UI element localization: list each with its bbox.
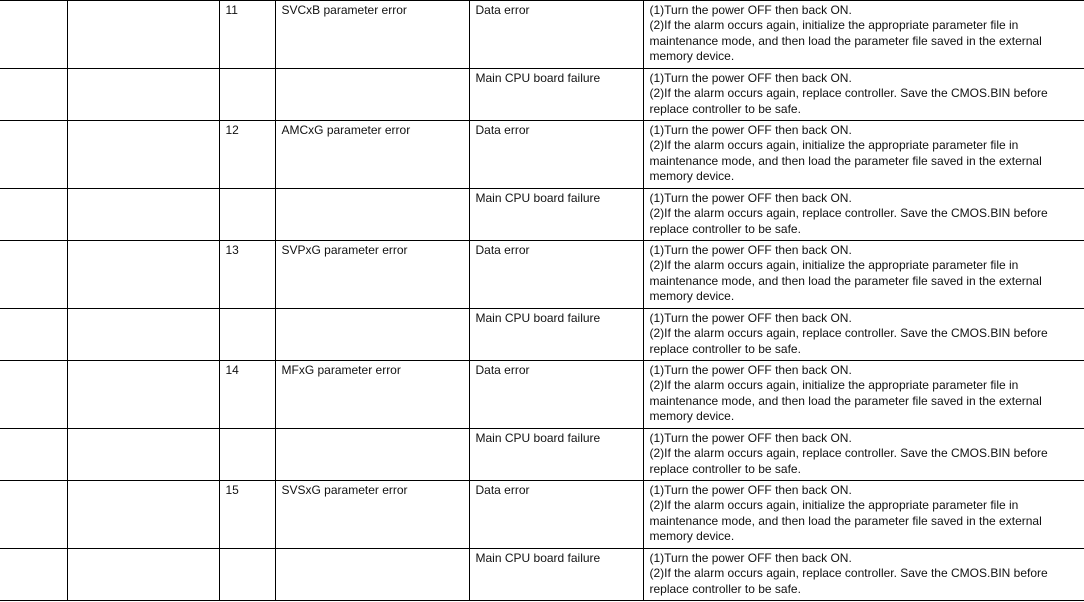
category-cell <box>0 309 67 361</box>
cause-cell: Main CPU board failure <box>469 69 643 121</box>
remedy-line: replace controller to be safe. <box>649 581 801 596</box>
remedy-cell <box>643 189 1084 241</box>
category-cell <box>0 189 67 241</box>
remedy-line: replace controller to be safe. <box>649 341 801 356</box>
remedy-line: (2)If the alarm occurs again, initialize the appropriate parameter file in <box>649 378 1019 393</box>
alarm-name-cell: AMCxG parameter error <box>275 121 469 189</box>
remedy-cell <box>643 549 1084 601</box>
alarm-name-cell: SVPxG parameter error <box>275 241 469 309</box>
subcategory-cell <box>67 549 219 601</box>
alarm-number-cell: 14 <box>219 361 275 429</box>
remedy-line: (1)Turn the power OFF then back ON. <box>649 483 852 497</box>
alarm-name-cell: MFxG parameter error <box>275 361 469 429</box>
alarm-number-cell <box>219 429 275 481</box>
remedy-line: (1)Turn the power OFF then back ON. <box>649 311 852 325</box>
category-cell <box>0 429 67 481</box>
remedy-line: (1)Turn the power OFF then back ON. <box>649 551 852 565</box>
remedy-line: replace controller to be safe. <box>649 221 801 236</box>
subcategory-cell <box>67 189 219 241</box>
table-row <box>0 121 1084 189</box>
subcategory-cell <box>67 121 219 189</box>
alarm-number-cell: 13 <box>219 241 275 309</box>
remedy-line: maintenance mode, and then load the parameter file saved in the external <box>649 393 1042 408</box>
category-cell <box>0 549 67 601</box>
remedy-line: (2)If the alarm occurs again, replace controller. Save the CMOS.BIN before <box>649 566 1048 581</box>
remedy-line: (2)If the alarm occurs again, initialize the appropriate parameter file in <box>649 258 1019 273</box>
table-row <box>0 309 1084 361</box>
remedy-line: (2)If the alarm occurs again, replace controller. Save the CMOS.BIN before <box>649 86 1048 101</box>
category-cell <box>0 241 67 309</box>
cause-cell: Main CPU board failure <box>469 309 643 361</box>
remedy-line: maintenance mode, and then load the parameter file saved in the external <box>649 33 1042 48</box>
alarm-number-cell: 12 <box>219 121 275 189</box>
table-row <box>0 549 1084 601</box>
alarm-name-cell <box>275 429 469 481</box>
table-row <box>0 189 1084 241</box>
cause-cell: Data error <box>469 481 643 549</box>
remedy-line: memory device. <box>649 289 735 304</box>
alarm-name-cell <box>275 309 469 361</box>
remedy-line: replace controller to be safe. <box>649 461 801 476</box>
subcategory-cell <box>67 69 219 121</box>
table-row <box>0 241 1084 309</box>
remedy-line: memory device. <box>649 409 735 424</box>
remedy-cell <box>643 121 1084 189</box>
alarm-number-cell <box>219 189 275 241</box>
table-row <box>0 361 1084 429</box>
remedy-line: (2)If the alarm occurs again, initialize the appropriate parameter file in <box>649 138 1019 153</box>
cause-cell: Data error <box>469 241 643 309</box>
category-cell <box>0 69 67 121</box>
alarm-number-cell <box>219 549 275 601</box>
remedy-line: (2)If the alarm occurs again, replace controller. Save the CMOS.BIN before <box>649 326 1048 341</box>
remedy-line: (1)Turn the power OFF then back ON. <box>649 191 852 205</box>
remedy-line: (2)If the alarm occurs again, replace controller. Save the CMOS.BIN before <box>649 206 1048 221</box>
remedy-cell <box>643 69 1084 121</box>
subcategory-cell <box>67 429 219 481</box>
remedy-line: memory device. <box>649 49 735 64</box>
remedy-cell <box>643 361 1084 429</box>
remedy-line: (1)Turn the power OFF then back ON. <box>649 3 852 17</box>
alarm-number-cell: 15 <box>219 481 275 549</box>
remedy-line: (2)If the alarm occurs again, initialize the appropriate parameter file in <box>649 18 1019 33</box>
subcategory-cell <box>67 361 219 429</box>
cause-cell: Data error <box>469 1 643 69</box>
table-row <box>0 1 1084 69</box>
cause-cell: Data error <box>469 361 643 429</box>
table-row <box>0 429 1084 481</box>
subcategory-cell <box>67 1 219 69</box>
remedy-line: maintenance mode, and then load the parameter file saved in the external <box>649 273 1042 288</box>
alarm-number-cell: 11 <box>219 1 275 69</box>
remedy-line: replace controller to be safe. <box>649 101 801 116</box>
category-cell <box>0 481 67 549</box>
alarm-number-cell <box>219 69 275 121</box>
remedy-cell <box>643 309 1084 361</box>
alarm-name-cell <box>275 549 469 601</box>
remedy-line: (2)If the alarm occurs again, initialize the appropriate parameter file in <box>649 498 1019 513</box>
category-cell <box>0 1 67 69</box>
table-row <box>0 69 1084 121</box>
remedy-line: memory device. <box>649 169 735 184</box>
cause-cell: Data error <box>469 121 643 189</box>
alarm-name-cell <box>275 69 469 121</box>
cause-cell: Main CPU board failure <box>469 189 643 241</box>
subcategory-cell <box>67 309 219 361</box>
subcategory-cell <box>67 481 219 549</box>
subcategory-cell <box>67 241 219 309</box>
remedy-cell <box>643 429 1084 481</box>
cause-cell: Main CPU board failure <box>469 549 643 601</box>
table-row <box>0 481 1084 549</box>
remedy-line: memory device. <box>649 529 735 544</box>
remedy-line: maintenance mode, and then load the parameter file saved in the external <box>649 153 1042 168</box>
alarm-table-body <box>0 1 1084 601</box>
alarm-number-cell <box>219 309 275 361</box>
remedy-cell <box>643 481 1084 549</box>
cause-cell: Main CPU board failure <box>469 429 643 481</box>
remedy-line: (1)Turn the power OFF then back ON. <box>649 431 852 445</box>
alarm-name-cell: SVCxB parameter error <box>275 1 469 69</box>
alarm-name-cell: SVSxG parameter error <box>275 481 469 549</box>
remedy-cell <box>643 241 1084 309</box>
category-cell <box>0 361 67 429</box>
remedy-line: (1)Turn the power OFF then back ON. <box>649 123 852 137</box>
remedy-line: (1)Turn the power OFF then back ON. <box>649 243 852 257</box>
remedy-line: maintenance mode, and then load the parameter file saved in the external <box>649 513 1042 528</box>
alarm-name-cell <box>275 189 469 241</box>
remedy-line: (1)Turn the power OFF then back ON. <box>649 363 852 377</box>
remedy-cell <box>643 1 1084 69</box>
remedy-line: (2)If the alarm occurs again, replace controller. Save the CMOS.BIN before <box>649 446 1048 461</box>
remedy-line: (1)Turn the power OFF then back ON. <box>649 71 852 85</box>
category-cell <box>0 121 67 189</box>
